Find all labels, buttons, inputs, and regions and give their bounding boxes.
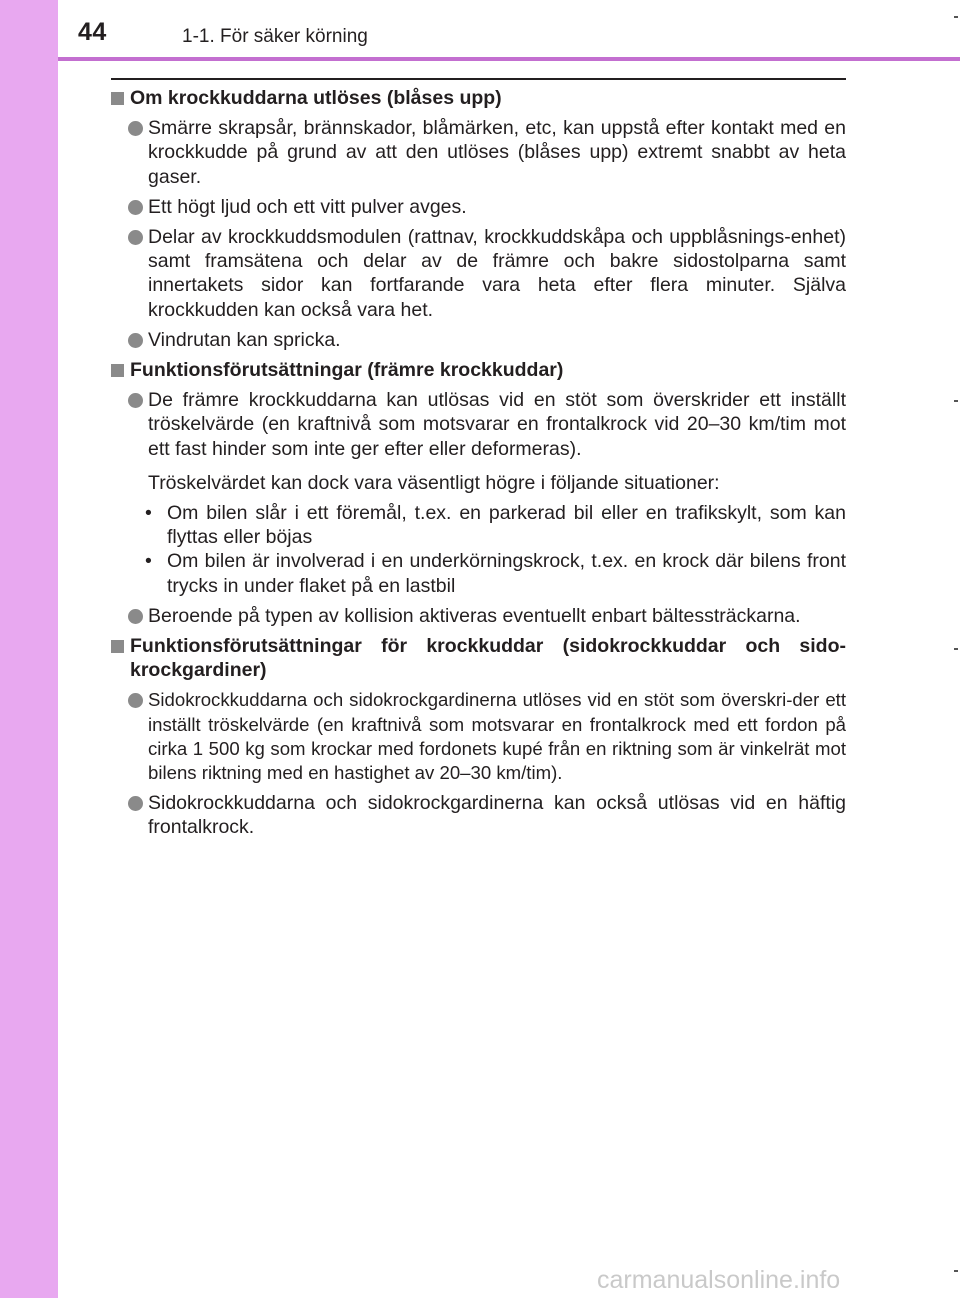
list-item — [111, 225, 846, 322]
circle-bullet-icon — [128, 609, 143, 624]
circle-bullet-icon — [128, 796, 143, 811]
square-bullet-icon — [111, 92, 124, 105]
header-rule — [58, 57, 960, 61]
list-item — [111, 116, 846, 189]
sub-list-item-text: Om bilen är involverad i en underkörningskrock, t.ex. en krock där bilens front trycks in under flaket på en lastbil — [167, 550, 846, 597]
heading-text: Funktionsförutsättningar för krockkuddar (sidokrockkuddar och sido-krockgardiner) — [130, 635, 846, 682]
list-item-text: Delar av krockkuddsmodulen (rattnav, krockkuddskåpa och uppblåsnings-enhet) samt framsätena och delar av de främre och bakre sidostolparna samt innertakets sidor kan fortfarande vara heta efter flera minuter. Själva krockkudden kan också vara het. — [148, 226, 846, 321]
list-item-text: Sidokrockkuddarna och sidokrockgardinerna utlöses vid en stöt som överskri-der ett inställt tröskelvärde (en kraftnivå som motsvarar en frontalkrock med ett fordon på cirka 1 500 kg som krockar med fordonets kupé från en riktning som är vinkelrät mot bilens riktning med en hastighet av 20–30 km/tim). — [148, 689, 846, 784]
section-heading — [111, 86, 846, 110]
list-item — [111, 688, 846, 785]
content-top-rule — [111, 78, 846, 80]
circle-bullet-icon — [128, 200, 143, 215]
page-content — [111, 86, 846, 846]
list-item-text: De främre krockkuddarna kan utlösas vid en stöt som överskrider ett inställt tröskelvärde (en kraftnivå som motsvarar en frontalkrock vid 20–30 km/tim mot ett fast hinder som inte ger efter eller deformeras). — [148, 389, 846, 460]
watermark: carmanualsonline.info — [597, 1266, 841, 1294]
side-color-strip — [0, 0, 58, 1298]
sub-list-item — [111, 501, 846, 549]
heading-text: Funktionsförutsättningar (främre krockkuddar) — [130, 359, 564, 382]
square-bullet-icon — [111, 640, 124, 653]
crop-mark — [954, 16, 958, 18]
list-item-text: Sidokrockkuddarna och sidokrockgardinerna kan också utlösas vid en häftig frontalkrock. — [148, 792, 846, 839]
list-item — [111, 328, 846, 352]
circle-bullet-icon — [128, 121, 143, 136]
list-item — [111, 195, 846, 219]
list-item — [111, 604, 846, 628]
paragraph: Tröskelvärdet kan dock vara väsentligt högre i följande situationer: — [148, 471, 720, 494]
dot-marker-icon: • — [145, 550, 152, 573]
sub-list-item — [111, 549, 846, 597]
circle-bullet-icon — [128, 230, 143, 245]
circle-bullet-icon — [128, 333, 143, 348]
circle-bullet-icon — [128, 693, 143, 708]
crop-mark — [954, 400, 958, 402]
square-bullet-icon — [111, 364, 124, 377]
list-item-text: Smärre skrapsår, brännskador, blåmärken, etc, kan uppstå efter kontakt med en krockkudde på grund av att den utlöses (blåses upp) extremt snabbt av heta gaser. — [148, 117, 846, 188]
list-item-text: Vindrutan kan spricka. — [148, 328, 341, 351]
section-heading — [111, 358, 846, 382]
list-item-text: Beroende på typen av kollision aktiveras eventuellt enbart bältessträckarna. — [148, 604, 801, 627]
sub-list-item-text: Om bilen slår i ett föremål, t.ex. en parkerad bil eller en trafikskylt, som kan flyttas eller böjas — [167, 502, 846, 549]
list-item-text: Ett högt ljud och ett vitt pulver avges. — [148, 195, 467, 218]
section-heading — [111, 634, 846, 682]
list-item — [111, 388, 846, 461]
crop-mark — [954, 1270, 958, 1272]
circle-bullet-icon — [128, 393, 143, 408]
crop-mark — [954, 648, 958, 650]
dot-marker-icon: • — [145, 502, 152, 525]
section-title: 1-1. För säker körning — [182, 26, 368, 47]
page-number: 44 — [78, 18, 107, 46]
heading-text: Om krockkuddarna utlöses (blåses upp) — [130, 87, 502, 109]
list-item — [111, 791, 846, 839]
